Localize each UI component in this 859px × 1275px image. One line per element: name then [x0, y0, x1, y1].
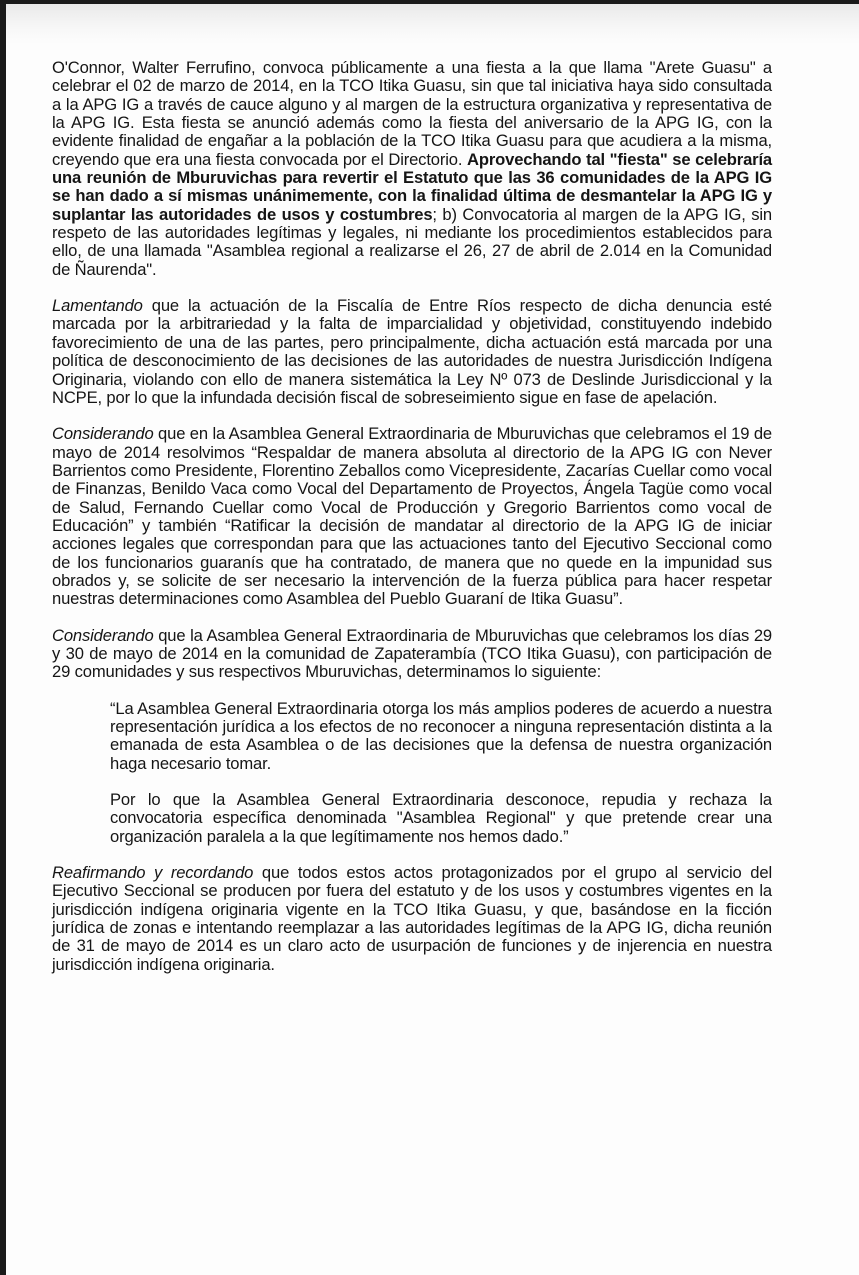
paragraph-text: O'Connor, Walter Ferrufino, convoca públicamente a una fiesta a la que llama "Arete Guasu" a celebrar el 02 de marzo de 2014, en la TCO Itika Guasu, sin que tal iniciativa haya sido consultada a la APG IG a través de cauce alguno y al margen de la estructura organizativa y representativa de la APG IG. Esta fiesta se anunció además como la fiesta del aniversario de la APG IG, con la evidente finalidad de engañar a la población de la TCO Itika Guasu para que acudiera a la misma, creyendo que era una fiesta convocada por el Directorio. [52, 58, 772, 169]
paragraph-text: que en la Asamblea General Extraordinaria de Mburuvichas que celebramos el 19 de mayo de 2014 resolvimos “Respaldar de manera absoluta al directorio de la APG IG con Never Barrientos como Presidente, Florentino Zeballos como Vicepresidente, Zacarías Cuellar como vocal de Finanzas, Benildo Vaca como Vocal del Departamento de Proyectos, Ángela Tagüe como vocal de Salud, Fernando Cuellar como Vocal de Producción y Gregorio Barrientos como vocal de Educación” y también “Ratificar la decisión de mandatar al directorio de la APG IG de iniciar acciones legales que correspondan para que las actuaciones tanto del Ejecutivo Seccional como de los funcionarios guaranís que ha contratado, de manera que no quede en la impunidad sus obrados y, se solicite de ser necesario la intervención de la fuerza pública para hacer respetar nuestras determinaciones como Asamblea del Pueblo Guaraní de Itika Guasu”. [52, 424, 772, 609]
italic-lead: Considerando [52, 625, 154, 645]
block-quote-poderes: “La Asamblea General Extraordinaria otorga los más amplios poderes de acuerdo a nuestra representación jurídica a los efectos de no reconocer a ninguna representación distinta a la emanada de esta Asamblea o de las decisiones que la defensa de nuestra organización haga necesario tomar. [110, 698, 772, 773]
paragraph-gap [52, 773, 772, 791]
italic-lead: Lamentando [52, 296, 143, 316]
paragraph-gap [52, 682, 772, 700]
paragraph-lamentando [52, 297, 772, 407]
scanned-page [6, 4, 859, 1275]
paragraph-considerando-19-mayo [52, 425, 772, 608]
paragraph-considerando-29-30-mayo [52, 627, 772, 682]
block-quote-desconoce: Por lo que la Asamblea General Extraordinaria desconoce, repudia y rechaza la convocatoria específica denominada "Asamblea Regional" y que pretende crear una organización paralela a la que legítimamente nos hemos dado.” [110, 790, 772, 846]
paragraph-reafirmando [52, 864, 772, 974]
paragraph-gap [52, 609, 772, 627]
paragraph-arete-guasu [52, 59, 772, 279]
document-body [52, 59, 772, 974]
italic-lead: Considerando [52, 424, 154, 444]
paragraph-text: ; b) Convocatoria al margen de la APG IG, sin respeto de las autoridades legítimas y legales, ni mediante los procedimientos establecidos para ello, de una llamada "Asamblea regional a realizarse el 26, 27 de abril de 2.014 en la Comunidad de Ñaurenda". [52, 204, 772, 279]
paragraph-text: que la Asamblea General Extraordinaria de Mburuvichas que celebramos los días 29 y 30 de mayo de 2014 en la comunidad de Zapaterambía (TCO Itika Guasu), con participación de 29 comunidades y sus respectivos Mburuvichas, determinamos lo siguiente: [52, 625, 772, 682]
paragraph-text: que la actuación de la Fiscalía de Entre Ríos respecto de dicha denuncia esté marcada por la arbitrariedad y la falta de imparcialidad y objetividad, constituyendo indebido favorecimiento de una de las partes, pero principalmente, dicha actuación está marcada por una política de desconocimiento de las decisiones de las autoridades de nuestra Jurisdicción Indígena Originaria, violando con ello de manera sistemática la Ley Nº 073 de Deslinde Jurisdiccional y la NCPE, por lo que la infundada decisión fiscal de sobreseimiento sigue en fase de apelación. [52, 296, 772, 407]
paragraph-gap [52, 846, 772, 864]
paragraph-gap [52, 279, 772, 297]
paragraph-gap [52, 407, 772, 425]
italic-lead: Reafirmando y recordando [52, 863, 254, 883]
bold-emphasis: Aprovechando tal "fiesta" se celebraría una reunión de Mburuvichas para revertir el Estatuto que las 36 comunidades de la APG IG se han dado a sí mismas unánimemente, con la finalidad última de desmantelar la APG IG y suplantar las autoridades de usos y costumbres [52, 149, 772, 224]
paragraph-text: que todos estos actos protagonizados por el grupo al servicio del Ejecutivo Seccional se producen por fuera del estatuto y de los usos y costumbres vigentes en la jurisdicción indígena originaria vigente en la TCO Itika Guasu, y que, basándose en la ficción jurídica de zonas e intentando reemplazar a las autoridades legítimas de la APG IG, dicha reunión de 31 de mayo de 2014 es un claro acto de usurpación de funciones y de injerencia en nuestra jurisdicción indígena originaria. [52, 863, 772, 974]
